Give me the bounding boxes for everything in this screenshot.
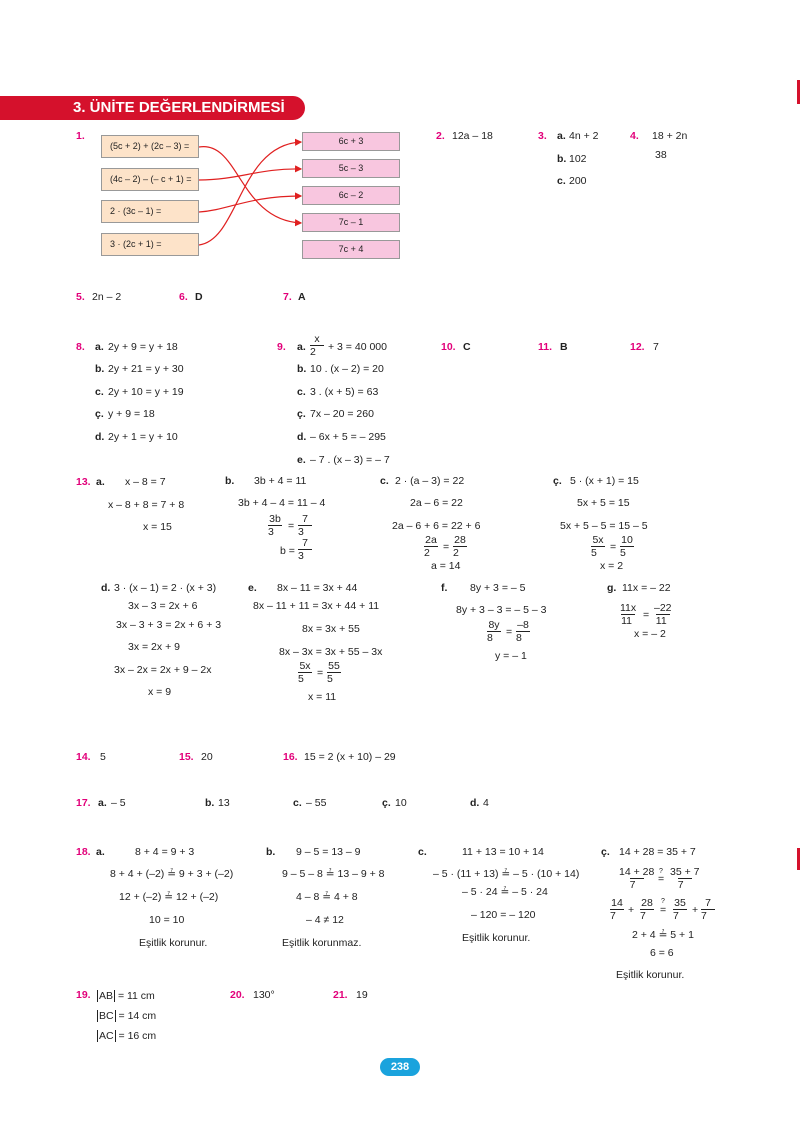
q13-e-frac2 <box>327 661 341 685</box>
q18-cc-frac6-num: 7 <box>705 897 711 909</box>
q13-cc-frac2-num: 10 <box>621 534 633 546</box>
q18-cc-eq1: = <box>658 873 665 885</box>
q13-c-frac2-num: 28 <box>454 534 466 546</box>
q9-a-fraction <box>310 334 324 358</box>
q4-line2: 38 <box>655 149 667 161</box>
q13-c-label: c. <box>380 475 389 487</box>
q18-cc-frac6 <box>701 898 715 922</box>
q8-number: 8. <box>76 341 85 353</box>
q9-e-text: – 7 . (x – 3) = – 7 <box>310 454 390 466</box>
q4-line1: 18 + 2n <box>652 130 688 142</box>
q13-b-frac3-num: 7 <box>302 537 308 549</box>
q18-b-line1: 9 – 5 = 13 – 9 <box>296 846 361 858</box>
q13-cc-frac2-den: 5 <box>620 546 634 559</box>
q3-a-answer: 4n + 2 <box>569 130 599 142</box>
q18-c-label: c. <box>418 846 427 858</box>
q17-number: 17. <box>76 797 91 809</box>
q13-b-frac2-num: 7 <box>302 513 308 525</box>
q13-e-frac1-den: 5 <box>298 672 312 685</box>
q13-b-frac3-den: 3 <box>298 549 312 562</box>
section-title: 3. ÜNİTE DEĞERLENDİRMESİ <box>73 99 285 116</box>
q13-b-line4: b = <box>280 545 295 557</box>
q18-b-note: Eşitlik korunmaz. <box>282 937 362 949</box>
q18-cc-line3: 2 + 4 ≟ 5 + 1 <box>632 929 694 941</box>
q14-answer: 5 <box>100 751 106 763</box>
q13-f-frac1-den: 8 <box>487 631 501 644</box>
q19-segment-ac: AC <box>99 1030 114 1042</box>
q13-g-frac2 <box>654 603 672 627</box>
q18-cc-frac4-den: 7 <box>640 909 654 922</box>
q18-cc-plus2: + <box>692 904 699 916</box>
q1-matching-arrows <box>199 130 303 262</box>
q13-f-frac1-num: 8y <box>488 619 500 631</box>
q18-a-line4: 10 = 10 <box>149 914 185 926</box>
q13-g-frac1 <box>620 603 636 627</box>
q17-d-text: 4 <box>483 797 489 809</box>
q13-cc-line3: 5x + 5 – 5 = 15 – 5 <box>560 520 648 532</box>
q17-cc-label: ç. <box>382 797 391 809</box>
q18-cc-frac4 <box>640 898 654 922</box>
q1-right-box-2: 5c – 3 <box>302 159 400 178</box>
q13-cc-label: ç. <box>553 475 562 487</box>
q18-cc-frac6-den: 7 <box>701 909 715 922</box>
q14-number: 14. <box>76 751 91 763</box>
arrow-1-to-4 <box>199 147 301 223</box>
q11-answer: B <box>560 341 568 353</box>
q8-b-text: 2y + 21 = y + 30 <box>108 363 184 375</box>
q13-cc-eq: = <box>610 541 617 553</box>
q18-cc-line4: 6 = 6 <box>650 947 674 959</box>
q8-cc-text: y + 9 = 18 <box>108 408 155 420</box>
q10-number: 10. <box>441 341 456 353</box>
q18-cc-frac2-den: 7 <box>678 878 692 891</box>
q13-a-label: a. <box>96 476 105 488</box>
q18-cc-frac1 <box>619 867 654 891</box>
q18-cc-frac2 <box>670 867 700 891</box>
q13-d-line6: x = 9 <box>148 686 172 698</box>
q13-g-frac2-num: –22 <box>654 602 672 614</box>
q18-cc-q2: ? <box>661 898 665 905</box>
q13-g-frac1-num: 11x <box>620 602 637 614</box>
q9-a-rest: + 3 = 40 000 <box>328 341 387 353</box>
q4-number: 4. <box>630 130 639 142</box>
q17-cc-text: 10 <box>395 797 407 809</box>
q17-b-label: b. <box>205 797 215 809</box>
q19-value-ab: = 11 cm <box>117 990 155 1002</box>
q1-right-box-3: 6c – 2 <box>302 186 400 205</box>
q2-number: 2. <box>436 130 445 142</box>
q9-b-text: 10 . (x – 2) = 20 <box>310 363 384 375</box>
q13-e-frac2-num: 55 <box>328 660 340 672</box>
q13-e-eq: = <box>317 667 324 679</box>
q13-b-line1: 3b + 4 = 11 <box>254 475 307 487</box>
q18-cc-plus1: + <box>628 904 635 916</box>
q18-cc-frac3 <box>610 898 624 922</box>
q9-number: 9. <box>277 341 286 353</box>
q1-right-box-5: 7c + 4 <box>302 240 400 259</box>
q13-e-label: e. <box>248 582 257 594</box>
q13-c-eq: = <box>443 541 450 553</box>
q13-f-frac1 <box>487 620 501 644</box>
q19-segment-ab: AB <box>99 990 114 1002</box>
q18-cc-note: Eşitlik korunur. <box>616 969 685 981</box>
q17-c-label: c. <box>293 797 302 809</box>
q13-d-line2: 3x – 3 = 2x + 6 <box>128 600 198 612</box>
q13-d-label: d. <box>101 582 111 594</box>
q13-e-frac1 <box>298 661 312 685</box>
q1-left-box-4: 3 · (2c + 1) = <box>101 233 199 256</box>
q16-answer: 15 = 2 (x + 10) – 29 <box>304 751 396 763</box>
q13-e-line3: 8x = 3x + 55 <box>302 623 360 635</box>
q11-number: 11. <box>538 341 553 353</box>
q18-number: 18. <box>76 846 91 858</box>
q13-c-frac1-den: 2 <box>424 546 438 559</box>
q13-b-frac1-den: 3 <box>268 525 282 538</box>
q13-cc-line2: 5x + 5 = 15 <box>577 497 630 509</box>
q13-e-line1: 8x – 11 = 3x + 44 <box>277 582 358 594</box>
q13-a-line1: x – 8 = 7 <box>125 476 166 488</box>
q13-d-line3: 3x – 3 + 3 = 2x + 6 + 3 <box>116 619 222 631</box>
q1-left-box-2: (4c – 2) – (– c + 1) = <box>101 168 199 191</box>
q13-c-frac1-num: 2a <box>425 534 437 546</box>
q15-answer: 20 <box>201 751 213 763</box>
q18-b-line4: – 4 ≠ 12 <box>306 914 344 926</box>
q7-answer: A <box>298 291 306 303</box>
q13-c-frac2-den: 2 <box>453 546 467 559</box>
q13-c-line5: a = 14 <box>431 560 461 572</box>
q13-cc-line5: x = 2 <box>600 560 624 572</box>
q13-c-frac1 <box>424 535 438 559</box>
q8-c-text: 2y + 10 = y + 19 <box>108 386 184 398</box>
q13-c-line2: 2a – 6 = 22 <box>410 497 463 509</box>
q13-e-line4: 8x – 3x = 3x + 55 – 3x <box>279 646 383 658</box>
q13-b-line2: 3b + 4 – 4 = 11 – 4 <box>238 497 326 509</box>
q15-number: 15. <box>179 751 194 763</box>
q5-answer: 2n – 2 <box>92 291 122 303</box>
q3-number: 3. <box>538 130 547 142</box>
q17-a-label: a. <box>98 797 107 809</box>
q3-a-label: a. <box>557 130 566 142</box>
q13-g-frac1-den: 11 <box>621 614 635 627</box>
q13-b-label: b. <box>225 475 235 487</box>
q8-b-label: b. <box>95 363 105 375</box>
q18-cc-eq2: = <box>660 904 667 916</box>
q18-a-note: Eşitlik korunur. <box>139 937 208 949</box>
q18-c-line3: – 5 · 24 ≟ – 5 · 24 <box>462 886 548 898</box>
q21-answer: 19 <box>356 989 368 1001</box>
q13-e-line2: 8x – 11 + 11 = 3x + 44 + 11 <box>253 600 380 612</box>
q8-d-text: 2y + 1 = y + 10 <box>108 431 178 443</box>
q9-d-text: – 6x + 5 = – 295 <box>310 431 386 443</box>
q13-cc-frac1-den: 5 <box>591 546 605 559</box>
q18-b-label: b. <box>266 846 276 858</box>
q9-a-frac-num: x <box>314 333 320 345</box>
q13-f-frac2 <box>516 620 530 644</box>
q3-b-label: b. <box>557 153 567 165</box>
q9-b-label: b. <box>297 363 307 375</box>
q18-b-line2: 9 – 5 – 8 ≟ 13 – 9 + 8 <box>282 868 385 880</box>
q13-e-frac1-num: 5x <box>299 660 311 672</box>
q20-number: 20. <box>230 989 245 1001</box>
q19-value-ac: = 16 cm <box>118 1030 157 1042</box>
q13-cc-frac1-num: 5x <box>592 534 604 546</box>
q13-f-eq: = <box>506 626 513 638</box>
q9-c-text: 3 . (x + 5) = 63 <box>310 386 379 398</box>
q17-b-text: 13 <box>218 797 230 809</box>
q13-a-line3: x = 15 <box>143 521 172 533</box>
q9-d-label: d. <box>297 431 307 443</box>
q18-cc-frac2-num: 35 + 7 <box>670 866 700 878</box>
q9-cc-text: 7x – 20 = 260 <box>310 408 374 420</box>
q13-cc-frac1 <box>591 535 605 559</box>
page-number-badge: 238 <box>380 1058 420 1076</box>
q1-right-box-1: 6c + 3 <box>302 132 400 151</box>
q13-f-line4: y = – 1 <box>495 650 527 662</box>
q13-b-eq: = <box>288 520 295 532</box>
q9-cc-label: ç. <box>297 408 306 420</box>
q13-number: 13. <box>76 476 91 488</box>
q13-c-line1: 2 · (a – 3) = 22 <box>395 475 465 487</box>
q13-d-line5: 3x – 2x = 2x + 9 – 2x <box>114 664 212 676</box>
q13-e-line6: x = 11 <box>308 691 337 703</box>
q18-c-line4: – 120 = – 120 <box>471 909 536 921</box>
q3-c-answer: 200 <box>569 175 587 187</box>
q13-c-line3: 2a – 6 + 6 = 22 + 6 <box>392 520 481 532</box>
q17-d-label: d. <box>470 797 480 809</box>
q8-a-text: 2y + 9 = y + 18 <box>108 341 178 353</box>
q18-cc-frac1-num: 14 + 28 <box>619 866 655 878</box>
q13-b-frac1-num: 3b <box>269 513 281 525</box>
q19-number: 19. <box>76 989 91 1001</box>
q8-a-label: a. <box>95 341 104 353</box>
q1-left-box-3: 2 · (3c – 1) = <box>101 200 199 223</box>
q18-c-line2: – 5 · (11 + 13) ≟ – 5 · (10 + 14) <box>433 868 580 880</box>
q17-a-text: – 5 <box>111 797 126 809</box>
q6-answer: D <box>195 291 203 303</box>
q8-c-label: c. <box>95 386 104 398</box>
q12-number: 12. <box>630 341 645 353</box>
q8-cc-label: ç. <box>95 408 104 420</box>
q18-cc-line1: 14 + 28 = 35 + 7 <box>619 846 696 858</box>
q18-cc-frac4-num: 28 <box>641 897 653 909</box>
q13-b-frac2-den: 3 <box>298 525 312 538</box>
q13-g-label: g. <box>607 582 617 594</box>
q20-answer: 130° <box>253 989 275 1001</box>
q18-cc-frac5-den: 7 <box>673 909 687 922</box>
q21-number: 21. <box>333 989 348 1001</box>
q13-e-frac2-den: 5 <box>327 672 341 685</box>
q9-e-label: e. <box>297 454 306 466</box>
q18-c-note: Eşitlik korunur. <box>462 932 531 944</box>
q2-answer: 12a – 18 <box>452 130 493 142</box>
q10-answer: C <box>463 341 471 353</box>
q18-cc-label: ç. <box>601 846 610 858</box>
q13-f-frac2-den: 8 <box>516 631 530 644</box>
q9-c-label: c. <box>297 386 306 398</box>
q1-right-box-4: 7c – 1 <box>302 213 400 232</box>
q9-a-frac-den: 2 <box>310 345 324 358</box>
q3-b-answer: 102 <box>569 153 587 165</box>
q19-item-1 <box>97 990 155 1002</box>
q9-a-label: a. <box>297 341 306 353</box>
q17-c-text: – 55 <box>306 797 327 809</box>
q13-g-line1: 11x = – 22 <box>622 582 671 594</box>
q18-c-line1: 11 + 13 = 10 + 14 <box>462 846 544 858</box>
q13-a-line2: x – 8 + 8 = 7 + 8 <box>108 499 185 511</box>
q13-cc-line1: 5 · (x + 1) = 15 <box>570 475 639 487</box>
q18-cc-q1: ? <box>659 868 663 875</box>
q13-g-line3: x = – 2 <box>634 628 666 640</box>
q18-cc-frac3-num: 14 <box>611 897 623 909</box>
q12-answer: 7 <box>653 341 659 353</box>
q19-item-2 <box>97 1010 156 1022</box>
q18-a-line3: 12 + (–2) ≟ 12 + (–2) <box>119 891 219 903</box>
arrow-3-to-3 <box>199 196 301 212</box>
q19-segment-bc: BC <box>99 1010 114 1022</box>
q5-number: 5. <box>76 291 85 303</box>
q13-g-frac2-den: 11 <box>656 614 670 627</box>
q1-number: 1. <box>76 130 85 142</box>
q13-cc-frac2 <box>620 535 634 559</box>
q18-a-label: a. <box>96 846 105 858</box>
q18-b-line3: 4 – 8 ≟ 4 + 8 <box>296 891 358 903</box>
q13-f-line2: 8y + 3 – 3 = – 5 – 3 <box>456 604 547 616</box>
q18-cc-frac1-den: 7 <box>630 878 644 891</box>
q3-c-label: c. <box>557 175 566 187</box>
q1-left-box-1: (5c + 2) + (2c – 3) = <box>101 135 199 158</box>
q6-number: 6. <box>179 291 188 303</box>
q13-f-frac2-num: –8 <box>517 619 529 631</box>
q16-number: 16. <box>283 751 298 763</box>
q13-b-frac3 <box>298 538 312 562</box>
q18-a-line2: 8 + 4 + (–2) ≟ 9 + 3 + (–2) <box>110 868 234 880</box>
q7-number: 7. <box>283 291 292 303</box>
q19-item-3 <box>97 1030 156 1042</box>
q13-f-line1: 8y + 3 = – 5 <box>470 582 526 594</box>
q13-b-frac1 <box>268 514 282 538</box>
q13-d-line4: 3x = 2x + 9 <box>128 641 180 653</box>
q19-value-bc: = 14 cm <box>118 1010 157 1022</box>
q18-a-line1: 8 + 4 = 9 + 3 <box>135 846 195 858</box>
q13-b-frac2 <box>298 514 312 538</box>
q18-cc-frac5 <box>673 898 687 922</box>
q13-c-frac2 <box>453 535 467 559</box>
q13-d-line1: 3 · (x – 1) = 2 · (x + 3) <box>114 582 217 594</box>
q18-cc-frac5-num: 35 <box>674 897 686 909</box>
q18-cc-frac3-den: 7 <box>610 909 624 922</box>
q13-g-eq: = <box>643 609 650 621</box>
q8-d-label: d. <box>95 431 105 443</box>
q13-f-label: f. <box>441 582 448 594</box>
